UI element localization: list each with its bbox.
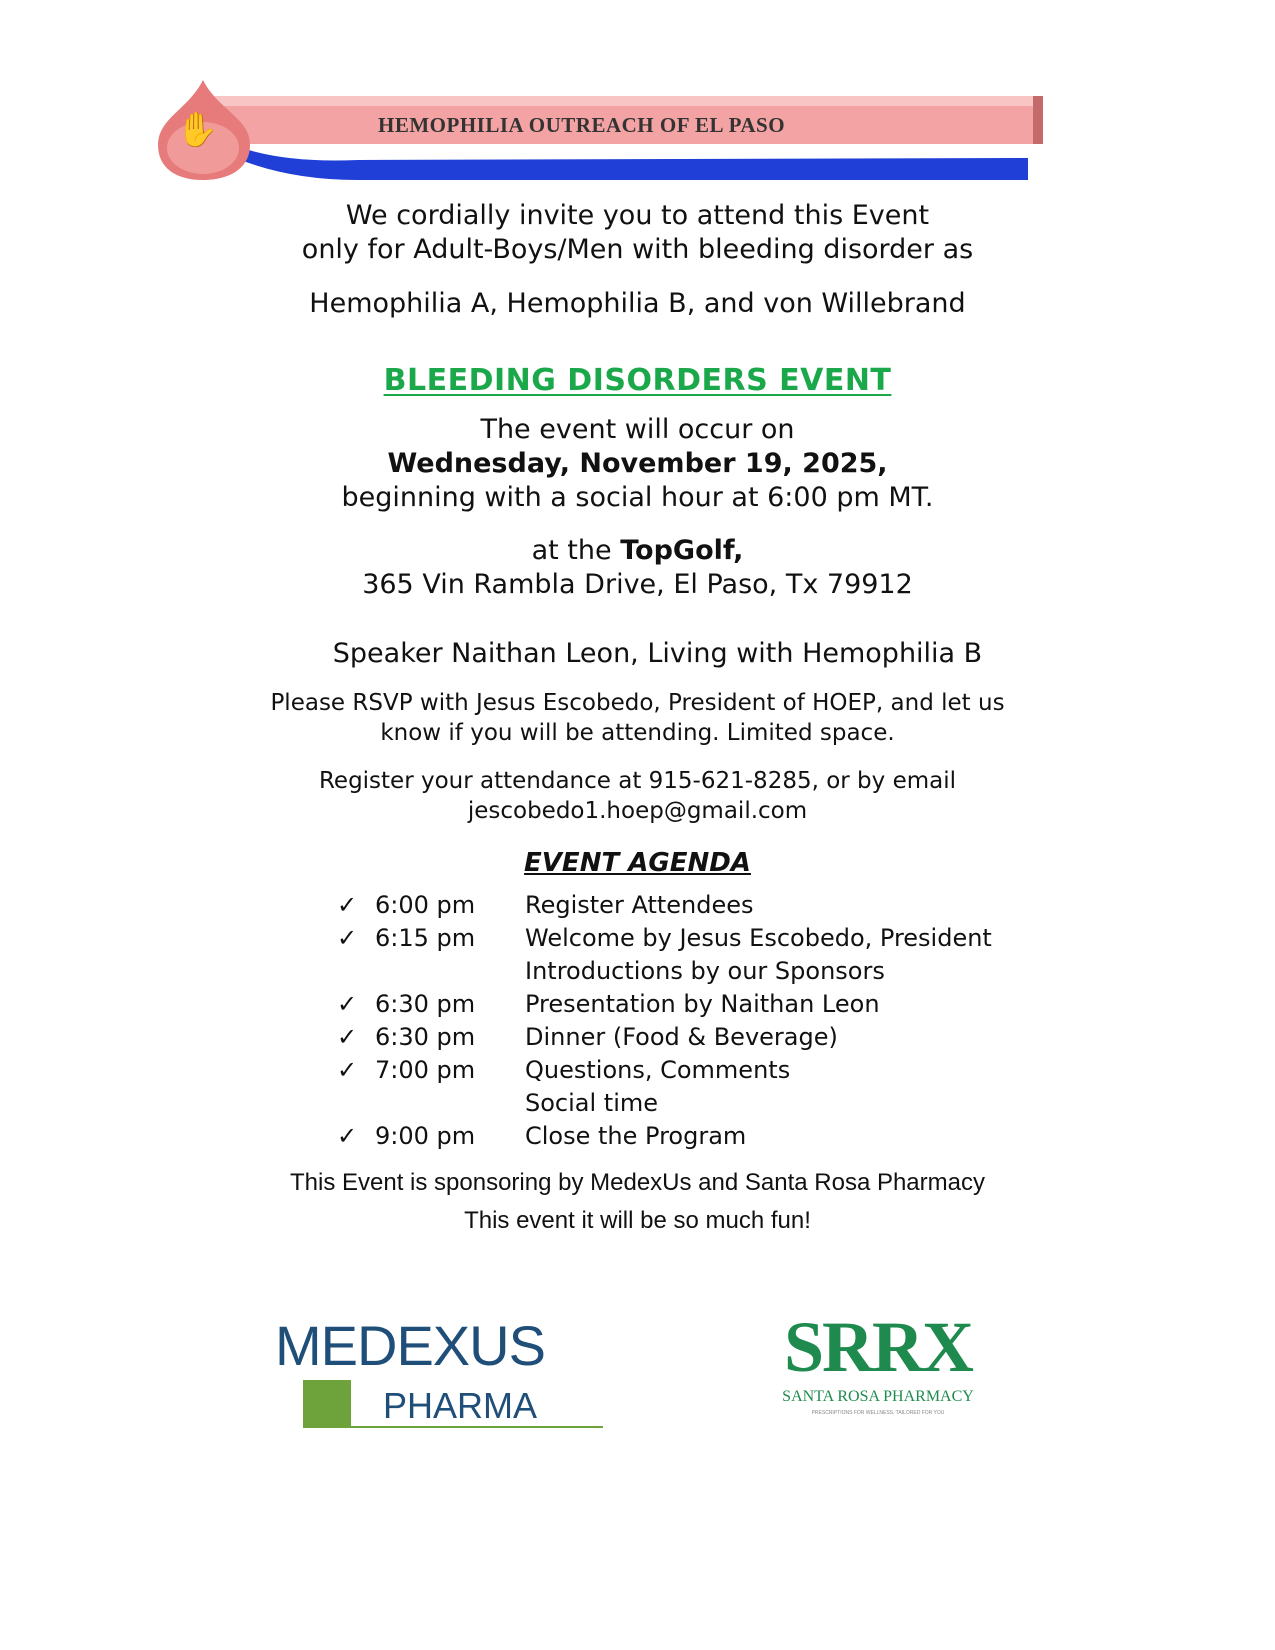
agenda-row xyxy=(0,924,1275,957)
agenda-time: 6:00 pm xyxy=(375,891,476,919)
agenda-desc: Presentation by Naithan Leon xyxy=(525,990,880,1018)
agenda-desc: Questions, Comments xyxy=(525,1056,791,1084)
agenda-row xyxy=(0,990,1275,1023)
agenda-time: 6:30 pm xyxy=(375,1023,476,1051)
venue-prefix: at the xyxy=(531,535,621,566)
check-icon: ✓ xyxy=(337,924,358,952)
srrx-name: SANTA ROSA PHARMACY xyxy=(782,1388,974,1405)
check-icon: ✓ xyxy=(337,990,358,1018)
srrx-tagline: PRESCRIPTIONS FOR WELLNESS, TAILORED FOR YOU xyxy=(811,1410,945,1416)
srrx-logo xyxy=(758,1307,998,1425)
agenda-desc: Dinner (Food & Beverage) xyxy=(525,1023,838,1051)
agenda-row xyxy=(0,1122,1275,1155)
agenda-title: EVENT AGENDA xyxy=(524,848,751,878)
venue-line xyxy=(0,533,1275,569)
sponsor-line-2: This event it will be so much fun! xyxy=(464,1207,811,1234)
agenda-desc: Close the Program xyxy=(525,1122,747,1150)
agenda-time: 7:00 pm xyxy=(375,1056,476,1084)
register-line: Register your attendance at 915-621-8285, or by email xyxy=(318,768,957,794)
agenda-desc: Introductions by our Sponsors xyxy=(525,957,885,985)
agenda-time: 6:15 pm xyxy=(375,924,476,952)
intro-line-1: We cordially invite you to attend this Event xyxy=(345,200,930,231)
agenda-desc: Register Attendees xyxy=(525,891,754,919)
conditions-line: Hemophilia A, Hemophilia B, and von Willebrand xyxy=(309,288,966,319)
agenda-row xyxy=(0,1023,1275,1056)
header-banner xyxy=(158,80,1098,180)
speaker-line: Speaker Naithan Leon, Living with Hemophilia B xyxy=(332,638,983,669)
check-icon: ✓ xyxy=(337,891,358,919)
hands-drop-icon: ✋ xyxy=(176,110,219,150)
agenda-row xyxy=(0,1089,1275,1122)
rsvp-line-2: know if you will be attending. Limited space. xyxy=(380,720,895,746)
medexus-pharma-text: PHARMA xyxy=(383,1385,538,1426)
agenda-row xyxy=(0,891,1275,924)
event-date: Wednesday, November 19, 2025, xyxy=(387,448,888,479)
venue-name: TopGolf, xyxy=(620,535,744,566)
check-icon: ✓ xyxy=(337,1122,358,1150)
medexus-wordmark: MEDEXUS xyxy=(275,1314,545,1377)
agenda-row xyxy=(0,1056,1275,1089)
agenda-row xyxy=(0,957,1275,990)
org-name: HEMOPHILIA OUTREACH OF EL PASO xyxy=(378,113,786,137)
agenda-time: 6:30 pm xyxy=(375,990,476,1018)
agenda-desc: Social time xyxy=(525,1089,659,1117)
sponsor-line-1: This Event is sponsoring by MedexUs and Santa Rosa Pharmacy xyxy=(289,1169,985,1196)
agenda-time: 9:00 pm xyxy=(375,1122,476,1150)
intro-line-2: only for Adult-Boys/Men with bleeding disorder as xyxy=(301,234,974,265)
event-title: BLEEDING DISORDERS EVENT xyxy=(383,363,892,398)
social-hour-line: beginning with a social hour at 6:00 pm MT. xyxy=(341,482,934,513)
agenda-desc: Welcome by Jesus Escobedo, President xyxy=(525,924,992,952)
check-icon: ✓ xyxy=(337,1023,358,1051)
rsvp-email[interactable]: jescobedo1.hoep@gmail.com xyxy=(467,798,808,824)
rsvp-line-1: Please RSVP with Jesus Escobedo, President of HOEP, and let us xyxy=(270,690,1005,716)
occur-line: The event will occur on xyxy=(480,414,795,445)
medexus-green-square xyxy=(303,1380,351,1428)
medexus-logo xyxy=(275,1314,615,1433)
check-icon: ✓ xyxy=(337,1056,358,1084)
srrx-wordmark: SRRX xyxy=(783,1307,973,1387)
address-line: 365 Vin Rambla Drive, El Paso, Tx 79912 xyxy=(362,569,913,600)
medexus-underline xyxy=(303,1426,603,1428)
